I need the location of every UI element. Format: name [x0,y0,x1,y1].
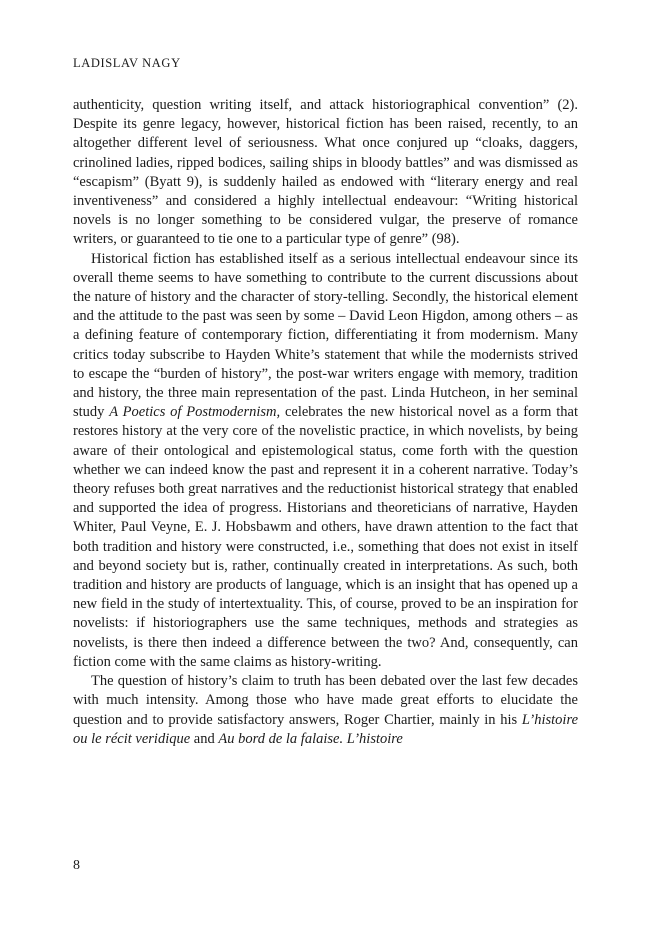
book-title-histoire: L’histoire ou le récit veridique [73,711,578,747]
paragraph-1: authenticity, question writing itself, and attack historiographical convention” (2). Despite its genre legacy, however, historical fiction has been raised, recently, to an altogether different level of seriousness. What once conjured up “cloaks, daggers, crinolined ladies, ripped bodices, sailing ships in bloody battles” and was dismissed as “escapism” (Byatt 9), is suddenly hailed as endowed with “literary energy and real inventiveness” and considered a highly intellectual endeavour: “Writing historical novels is no longer something to be considered vulgar, the preserve of romance writers, or guaranteed to tie one to a particular type of genre” (98). [73,97,578,248]
paragraph-2-text-b: celebrates the new historical novel as a form that restores history at the very core of the novelistic practice, in which novelists, by being aware of their ontological and epistemological status, come forth with the question whether we can indeed know the past and represent it in a coherent narrative. Today’s theory refuses both great narratives and the reductionist historical strategy that enabled and supported the idea of progress. Historians and theoreticians of narrative, Hayden Whiter, Paul Veyne, E. J. Hobsbawm and others, have drawn attention to the fact that both tradition and history were constructed, i.e., something that does not exist in itself and beyond society but is, rather, continually created in interpretations. As such, both tradition and history are products of language, which is an insight that has opened up a new field in the study of intertextuality. This, of course, proved to be an inspiration for novelists: if historiographers use the same techniques, methods and strategies as novelists, is there then indeed a difference between the two? And, consequently, can fiction come with the same claims as history-writing. [73,404,578,670]
paragraph-2 [73,250,578,672]
body-text [73,96,578,749]
running-head: LADISLAV NAGY [73,56,181,70]
book-title-poetics: A Poetics of Postmodernism, [109,404,281,421]
paragraph-2-text-a: Historical fiction has established itself as a serious intellectual endeavour since its overall theme seems to have something to contribute to the current discussions about the nature of history and the character of story-telling. Secondly, the historical element and the attitude to the past was seen by some – David Leon Higdon, among others – as a defining feature of contemporary fiction, differentiating it from modernism. Many critics today subscribe to Hayden White’s statement that while the modernists strived to escape the “burden of history”, the post-war writers engage with memory, tradition and history, the three main representation of the past. Linda Hutcheon, in her seminal study [73,250,578,421]
paragraph-3-text-a: The question of history’s claim to truth has been debated over the last few decades with much intensity. Among those who have made great efforts to elucidate the question and to provide satisfactory answers, Roger Chartier, mainly in his [73,673,578,728]
paragraph-3-text-b: and [190,730,219,747]
page-number: 8 [73,858,80,873]
book-title-falaise: Au bord de la falaise. L’histoire [218,730,403,747]
paragraph-3 [73,672,578,749]
